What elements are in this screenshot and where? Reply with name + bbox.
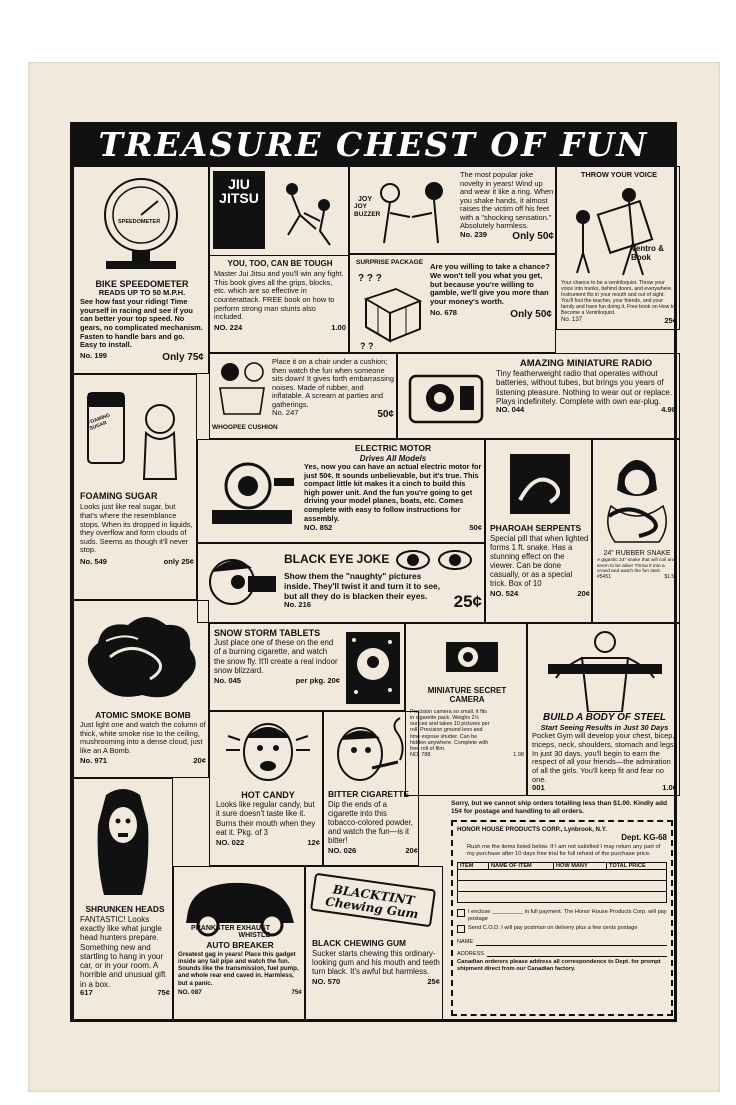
item-price: $1.50 <box>664 573 677 580</box>
item-description: The most popular joke novelty in years! Wind up and wear it like a ring. When you shake hands, it almost raises the victim off his feet with a "shocking sensation." Absolutely harmless. <box>460 170 554 231</box>
item-price: 20¢ <box>193 756 206 766</box>
whoopee-cushion-label: WHOOPEE CUSHION <box>212 424 278 431</box>
item-description: See how fast your riding! Time yourself in racing and see if you can better your top speed. No gears, no complicated mechanism. Fasten to handle bars and go. Easy to install. <box>80 297 203 350</box>
ad-pharoah-serpents <box>485 439 592 623</box>
item-title: AUTO BREAKER <box>206 940 274 950</box>
item-number: 001 <box>532 783 545 793</box>
ad-electric-motor <box>197 439 485 543</box>
item-price: 12¢ <box>307 837 320 847</box>
item-price: 25¢ <box>664 315 677 325</box>
col-item: ITEM <box>458 863 489 869</box>
item-title: BLACK CHEWING GUM <box>312 938 406 948</box>
item-subtitle: Drives All Models <box>359 453 427 463</box>
item-number: NO. 524 <box>490 589 519 599</box>
ad-whoopee-cushion <box>209 353 397 439</box>
item-number: No. 199 <box>80 350 108 360</box>
item-description: Special pill that when lighted forms 1 ft. snake. Has a stunning effect on the viewer. Can be done casually, or as a special trick. Box of 10 <box>490 533 589 589</box>
smoke-cloud-illustration <box>80 607 204 707</box>
black-eye-illustration <box>202 548 280 620</box>
cod-checkbox[interactable] <box>457 925 465 933</box>
ad-atomic-smoke-bomb <box>73 600 209 778</box>
item-price: 50¢ <box>377 409 394 421</box>
camera-icon <box>442 634 502 680</box>
item-number: NO. 852 <box>304 523 333 533</box>
item-title: 24" RUBBER SNAKE <box>603 550 671 557</box>
ad-hot-candy <box>209 711 323 866</box>
item-title: BIKE SPEEDOMETER <box>95 279 189 289</box>
enclose-text: I enclose __________ in full payment. The Honor House Products Corp. will pay postage <box>468 909 667 922</box>
item-title: SURPRISE PACKAGE <box>356 259 424 266</box>
item-description: Looks just like real sugar, but that's where the resemblance stops. When its dropped in liquids, they overflow and form clouds of suds. Seems as though it'll never stop. <box>80 502 193 555</box>
ad-bike-speedometer <box>73 166 209 374</box>
serpent-box-illustration <box>506 450 574 518</box>
item-description: Just place one of these on the end of a burning cigarette, and watch the snow fly. It'll create a real indoor snow blizzard. <box>214 638 338 675</box>
col-qty: HOW MANY <box>554 863 607 869</box>
item-price: Only 75¢ <box>162 351 204 363</box>
ventriloquist-illustration <box>563 183 675 279</box>
item-price: 1.00 <box>662 783 677 793</box>
item-title: THROW YOUR VOICE <box>580 170 658 179</box>
order-coupon-area <box>443 796 680 1022</box>
shrunken-head-illustration <box>90 785 156 901</box>
eyes-icon <box>395 548 475 572</box>
ad-black-chewing-gum <box>305 866 443 1022</box>
item-number: No. 239 <box>460 230 488 240</box>
item-title: MINIATURE SECRET CAMERA <box>427 686 507 705</box>
item-description: Tiny featherweight radio that operates without batteries, without tubes, but brings you years of listening pleasure. Nothing to wear out or replace. Plays indefinitely. Complete with own ear-plug. <box>496 369 673 406</box>
item-price: 75¢ <box>157 987 170 997</box>
page-title: TREASURE CHEST OF FUN <box>70 122 677 166</box>
item-title: SNOW STORM TABLETS <box>214 628 321 638</box>
jiu-jitsu-book-cover: JIU JITSU <box>213 171 265 249</box>
minimum-order-notice: Sorry, but we cannot ship orders totalling less than $1.00. Kindly add 15¢ for postage and handling to all orders. <box>451 800 668 815</box>
item-number: #5451 <box>597 573 611 580</box>
item-description: A gigantic 24" snake that will coil and seem to be alive! Throw it into a crowd and watch the fun start. <box>597 558 676 575</box>
item-title: BLACK EYE JOKE <box>284 552 390 567</box>
item-title: YOU, TOO, CAN BE TOUGH <box>227 259 333 268</box>
foaming-sugar-illustration <box>80 383 190 483</box>
order-row[interactable] <box>458 892 666 902</box>
prankster-whistle-label: PRANKSTER EXHAUST WHISTLE <box>191 925 270 939</box>
item-price: 25¢ <box>453 592 482 612</box>
ad-body-of-steel <box>527 623 680 796</box>
item-description: Greatest gag in years! Place this gadget inside any tail pipe and watch the fun. Sounds like the transmission, fuel pump, and whole rear end caved in. Harmless, but a panic. <box>178 950 299 987</box>
item-subtitle: READS UP TO 50 M.P.H. <box>98 288 186 298</box>
item-description: Dip the ends of a cigarette into this tobacco-colored powder, and watch the fun—is it bitter! <box>328 799 413 845</box>
item-description: Pocket Gym will develop your chest, bicep, triceps, neck, shoulders, stomach and legs. In just 30 days, you'll begin to earn the respect of all your friends—the admiration of all the girls. You'll keep fit and fear no one. <box>532 731 676 784</box>
ad-jiu-jitsu <box>209 166 349 353</box>
item-number: No. 971 <box>80 756 108 766</box>
ad-snow-storm-tablets <box>209 623 405 711</box>
item-title: BUILD A BODY OF STEEL <box>543 712 666 723</box>
item-number: NO. 026 <box>328 845 357 855</box>
name-field[interactable] <box>476 939 667 945</box>
item-price: Only 50¢ <box>512 231 554 243</box>
order-row[interactable] <box>458 870 666 881</box>
ad-joy-buzzer <box>349 166 556 254</box>
item-number: No. 247 <box>272 408 299 418</box>
hot-candy-face-illustration <box>220 716 314 786</box>
item-description: Just light one and watch the column of thick, white smoke rise to the ceiling, mushrooming into a dense cloud, just like an A Bomb. <box>80 719 206 755</box>
item-number: NO. 087 <box>178 988 202 996</box>
enclose-checkbox[interactable] <box>457 909 465 917</box>
item-number: NO. 022 <box>216 837 245 847</box>
surprise-package-illustration <box>356 269 426 349</box>
item-price: 1.98 <box>513 752 524 759</box>
svg-text:? ? ?: ? ? ? <box>358 273 382 284</box>
item-title: BITTER CIGARETTE <box>328 789 409 799</box>
item-price: 50¢ <box>469 523 482 533</box>
item-number: No. 045 <box>214 675 242 685</box>
item-number: 617 <box>80 987 93 997</box>
address-field[interactable] <box>487 951 667 957</box>
snake-lady-illustration <box>599 446 675 546</box>
radio-illustration <box>404 362 490 434</box>
item-price: 1.00 <box>331 322 346 332</box>
item-title: AMAZING MINIATURE RADIO <box>519 358 653 369</box>
item-number: No. 137 <box>561 316 583 323</box>
col-name: NAME OF ITEM <box>489 863 554 869</box>
address-label: ADDRESS <box>457 950 485 957</box>
item-number: No. 549 <box>80 556 108 566</box>
snow-globe-illustration <box>344 630 402 706</box>
item-description: Your chance to be a ventriloquist. Throw your voice into trunks, behind doors, and everywhere. Instrument fits in your mouth and out of sight. You'll fool the teacher, your friends, and your family and have fun doing it. Free book on How to Become a Ventriloquist. <box>561 280 676 316</box>
item-title: HOT CANDY <box>241 790 295 800</box>
item-description: Master Jui Jitsu and you'll win any fight. This book gives all the grips, blocks, etc. which are so effective in counterattack. FREE book on how to perform strong man stunts also included. <box>214 269 344 322</box>
svg-text:JOY: JOY <box>358 196 373 203</box>
item-price: 20¢ <box>405 845 418 855</box>
electric-motor-illustration <box>204 448 300 536</box>
ad-secret-camera <box>405 623 527 796</box>
ad-surprise-package <box>349 254 556 353</box>
ad-foaming-sugar <box>73 374 197 600</box>
item-title: FOAMING SUGAR <box>80 491 158 501</box>
company-name: HONOR HOUSE PRODUCTS CORP., Lynbrook, N.Y. <box>457 826 607 833</box>
ad-black-eye-joke <box>197 543 485 623</box>
item-price: 4.98 <box>661 405 676 415</box>
item-price: Only 50¢ <box>510 308 552 320</box>
speedometer-dial-label: SPEEDOMETER <box>118 219 161 225</box>
item-title: ELECTRIC MOTOR <box>354 443 432 453</box>
item-subtitle: Start Seeing Results in Just 30 Days <box>540 722 669 732</box>
item-price: only 25¢ <box>163 556 194 566</box>
wrestlers-illustration <box>270 175 346 251</box>
item-number: No. 678 <box>430 307 458 317</box>
joy-buzzer-label: JOY BUZZER <box>354 203 381 218</box>
name-label: NAME <box>457 939 474 946</box>
item-description: FANTASTIC! Looks exactly like what jungle head hunters prepare. Something new and startling to hang in your car, or in your room. A horrible and unusual gift in a box. <box>80 914 166 989</box>
item-description: Place it on a chair under a cushion; then watch the fun when someone sits down! It gives forth embarrassing noises. Made of rubber, and inflatable. A scream at parties and gatherings. <box>272 357 394 409</box>
blacktint-gum-pack: BLACKTINT Chewing Gum <box>310 873 436 928</box>
item-title: SHRUNKEN HEADS <box>85 904 165 914</box>
canadian-orders-notice: Canadian orderers please address all correspondence to Dept. for prompt shipment direct from our Canadian factory. <box>457 959 661 973</box>
whoopee-cushion-illustration <box>214 358 270 422</box>
cod-text: Send C.O.D. I will pay postman on delivery plus a few cents postage <box>468 925 638 932</box>
item-price: 25¢ <box>427 976 440 986</box>
item-number: No. 216 <box>284 600 312 610</box>
item-number: NO. 224 <box>214 322 243 332</box>
item-description: Are you willing to take a chance? We won't tell you what you get, but because you're willing to gamble, we'll give you more than your money's worth. <box>430 262 550 307</box>
item-title: ATOMIC SMOKE BOMB <box>95 710 191 720</box>
ad-throw-your-voice <box>556 166 680 330</box>
order-row[interactable] <box>458 881 666 892</box>
item-number: NO. 044 <box>496 405 525 415</box>
item-number: NO. 788 <box>410 752 431 759</box>
ad-rubber-snake <box>592 439 680 623</box>
ad-bitter-cigarette <box>323 711 419 866</box>
item-description: Precision camera so small, it fits in cigarette pack. Weighs 2½ ounces and takes 10 pictures per roll. Precision ground lens and time expose shutter. Can be hidden anywhere. Complete with free roll of film. <box>410 708 490 753</box>
smoker-illustration <box>328 716 416 786</box>
item-description: Sucker starts chewing this ordinary-looking gum and his mouth and teeth turn black. It's awful but harmless. <box>312 948 440 976</box>
item-description: Show them the "naughty" pictures inside. They'll twist it and turn it to see, but all they do is blacken their eyes. <box>284 571 441 601</box>
ad-miniature-radio <box>397 353 680 439</box>
ad-grid <box>70 166 677 1022</box>
item-number: NO. 570 <box>312 976 341 986</box>
item-price: 20¢ <box>577 589 590 599</box>
item-title: PHAROAH SERPENTS <box>490 523 582 533</box>
ad-shrunken-heads <box>73 778 173 1022</box>
item-price: per pkg. 20¢ <box>295 675 340 685</box>
sugar-box-label: FOAMING SUGAR <box>86 412 111 432</box>
ventro-book-label: Ventro & Book <box>631 244 664 262</box>
col-total: TOTAL PRICE <box>609 862 646 869</box>
strongman-illustration <box>542 628 668 712</box>
dept-code: Dept. KG-68 <box>621 833 667 843</box>
item-price: 75¢ <box>291 988 302 996</box>
ad-auto-breaker <box>173 866 305 1022</box>
order-form <box>451 820 673 1016</box>
order-table <box>457 862 667 903</box>
item-description: Looks like regular candy, but it sure doesn't taste like it. Burns their mouth when they eat it. Pkg. of 3 <box>216 800 316 837</box>
item-description: Yes, now you can have an actual electric motor for just 50¢. It sounds unbelievable, but it's true. This compact little kit makes it a cinch to build this high power unit. And the fun you're going to get driving your model planes, boats, etc. Comes complete with easy to follow instructions for assembly. <box>304 462 482 523</box>
order-instructions: Rush me the items listed below. If I am not satisfied I may return any part of my purchase after 10 days free trial for full refund of the purchase price. <box>467 844 661 858</box>
svg-text:? ?: ? ? <box>360 341 374 349</box>
